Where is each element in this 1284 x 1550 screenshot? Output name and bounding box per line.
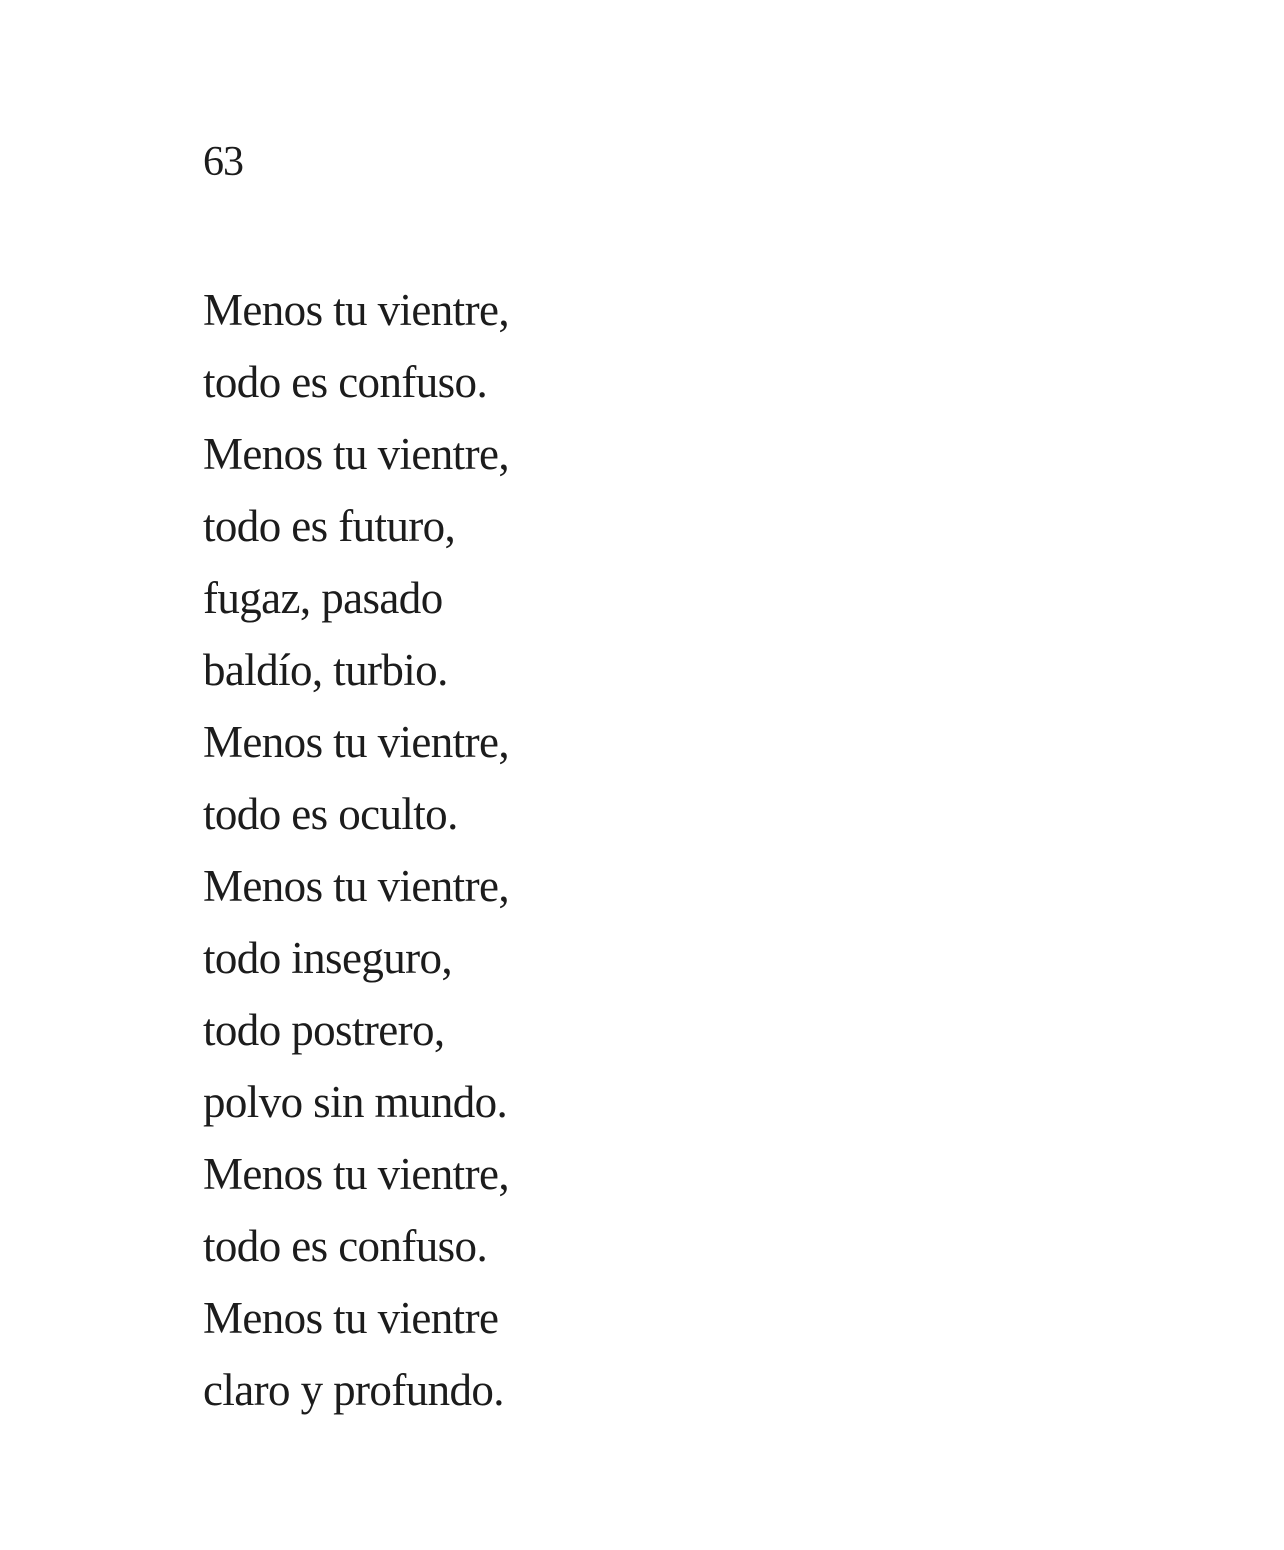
poem <box>203 274 509 1426</box>
poem-line: claro y profundo. <box>203 1365 504 1415</box>
poem-line: baldío, turbio. <box>203 645 448 695</box>
poem-line: polvo sin mundo. <box>203 1077 508 1127</box>
poem-line: Menos tu vientre, <box>203 285 509 335</box>
poem-line: todo es oculto. <box>203 789 458 839</box>
poem-line: Menos tu vientre, <box>203 861 509 911</box>
page-number: 63 <box>203 139 243 185</box>
poem-line: Menos tu vientre <box>203 1293 499 1343</box>
poem-line: fugaz, pasado <box>203 573 443 623</box>
poem-line: Menos tu vientre, <box>203 717 509 767</box>
poem-line: todo es futuro, <box>203 501 456 551</box>
poem-line: todo postrero, <box>203 1005 445 1055</box>
poem-line: todo es confuso. <box>203 357 488 407</box>
poem-line: Menos tu vientre, <box>203 1149 509 1199</box>
poem-line: todo inseguro, <box>203 933 453 983</box>
poem-line: todo es confuso. <box>203 1221 488 1271</box>
poem-line: Menos tu vientre, <box>203 429 509 479</box>
